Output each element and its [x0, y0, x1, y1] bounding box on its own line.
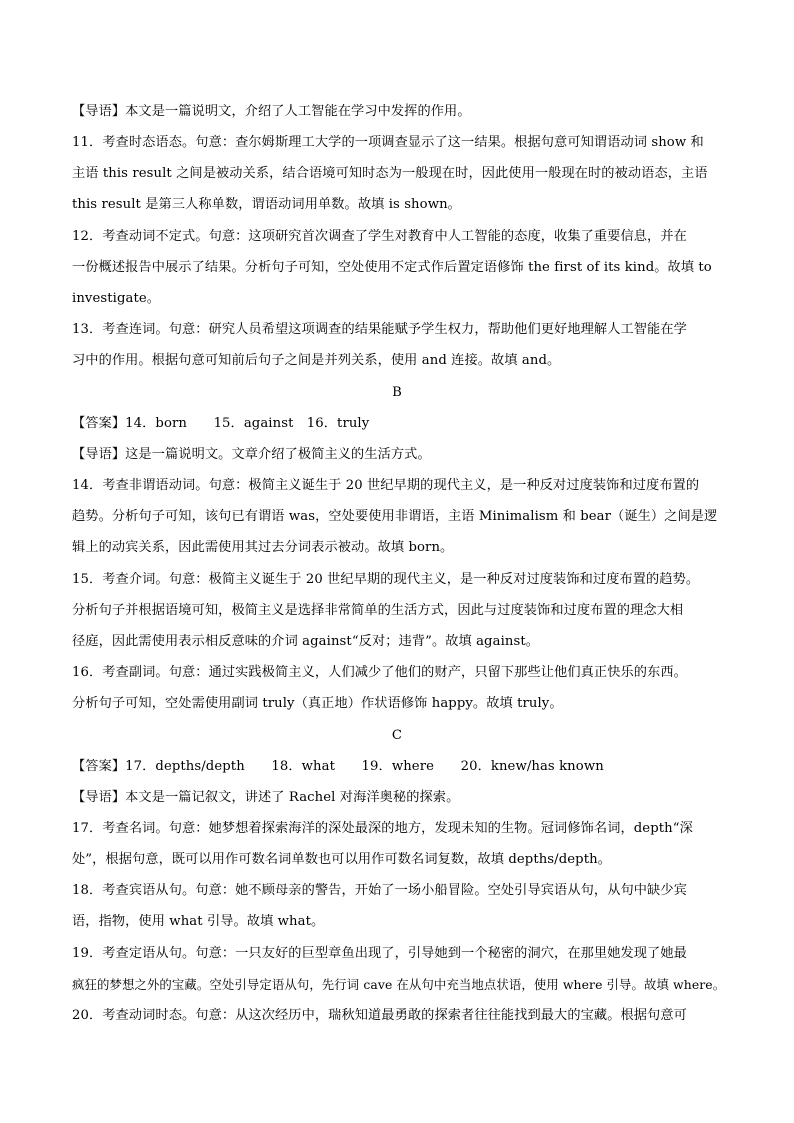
text-line: 一份概述报告中展示了结果。分析句子可知，空处使用不定式作后置定语修饰 the first of its kind。故填 to — [72, 260, 712, 275]
text-line: 趋势。分析句子可知，该句已有谓语 was，空处要使用非谓语，主语 Minimalism 和 bear（诞生）之间是逻 — [72, 509, 718, 524]
text-line: 【导语】这是一篇说明文。文章介绍了极简主义的生活方式。 — [72, 447, 431, 462]
answer-line: 【答案】17．depths/depth 18．what 19．where 20．knew/has known — [72, 759, 604, 774]
text-line: 11．考查时态语态。句意：查尔姆斯理工大学的一项调查显示了这一结果。根据句意可知谓语动词 show 和 — [72, 135, 704, 150]
text-line: 14．考查非谓语动词。句意：极简主义诞生于 20 世纪早期的现代主义，是一种反对过度装饰和过度布置的 — [72, 478, 700, 493]
text-line: investigate。 — [72, 291, 161, 306]
text-line: 径庭，因此需使用表示相反意味的介词 against“反对；违背”。故填 against。 — [72, 634, 540, 649]
text-line: 15．考查介词。句意：极简主义诞生于 20 世纪早期的现代主义，是一种反对过度装饰和过度布置的趋势。 — [72, 572, 700, 587]
text-line: 分析句子可知，空处需使用副词 truly（真正地）作状语修饰 happy。故填 truly。 — [72, 696, 563, 711]
text-line: 18．考查宾语从句。句意：她不顾母亲的警告，开始了一场小船冒险。空处引导宾语从句，从句中缺少宾 — [72, 883, 687, 898]
text-line: this result 是第三人称单数，谓语动词用单数。故填 is shown。 — [72, 197, 461, 212]
section-heading-b: B — [392, 385, 402, 400]
text-line: 处”，根据句意，既可以用作可数名词单数也可以用作可数名词复数，故填 depths/depth。 — [72, 852, 611, 867]
text-line: 19．考查定语从句。句意：一只友好的巨型章鱼出现了，引导她到一个秘密的洞穴，在那里她发现了她最 — [72, 946, 687, 961]
text-line: 13．考查连词。句意：研究人员希望这项调查的结果能赋予学生权力，帮助他们更好地理解人工智能在学 — [72, 322, 687, 337]
text-line: 【导语】本文是一篇记叙文，讲述了 Rachel 对海洋奥秘的探索。 — [72, 790, 460, 805]
text-line: 语，指物，使用 what 引导。故填 what。 — [72, 914, 325, 929]
text-line: 分析句子并根据语境可知，极简主义是选择非常简单的生活方式，因此与过度装饰和过度布置的理念大相 — [72, 603, 684, 618]
text-line: 20．考查动词时态。句意：从这次经历中，瑞秋知道最勇敢的探索者往往能找到最大的宝藏。根据句意可 — [72, 1008, 687, 1023]
text-line: 【导语】本文是一篇说明文，介绍了人工智能在学习中发挥的作用。 — [72, 104, 471, 119]
section-heading-c: C — [391, 728, 403, 743]
text-line: 主语 this result 之间是被动关系，结合语境可知时态为一般现在时，因此使用一般现在时的被动语态，主语 — [72, 166, 708, 181]
text-line: 16．考查副词。句意：通过实践极简主义，人们减少了他们的财产，只留下那些让他们真正快乐的东西。 — [72, 665, 687, 680]
answer-line: 【答案】14．born 15．against 16．truly — [72, 416, 370, 431]
text-line: 辑上的动宾关系，因此需使用其过去分词表示被动。故填 born。 — [72, 540, 454, 555]
text-line: 疯狂的梦想之外的宝藏。空处引导定语从句，先行词 cave 在从句中充当地点状语，使用 where 引导。故填 where。 — [72, 977, 726, 992]
text-line: 习中的作用。根据句意可知前后句子之间是并列关系，使用 and 连接。故填 and。 — [72, 353, 561, 368]
text-line: 17．考查名词。句意：她梦想着探索海洋的深处最深的地方，发现未知的生物。冠词修饰名词，depth“深 — [72, 821, 693, 836]
text-line: 12．考查动词不定式。句意：这项研究首次调查了学生对教育中人工智能的态度，收集了重要信息，并在 — [72, 229, 687, 244]
